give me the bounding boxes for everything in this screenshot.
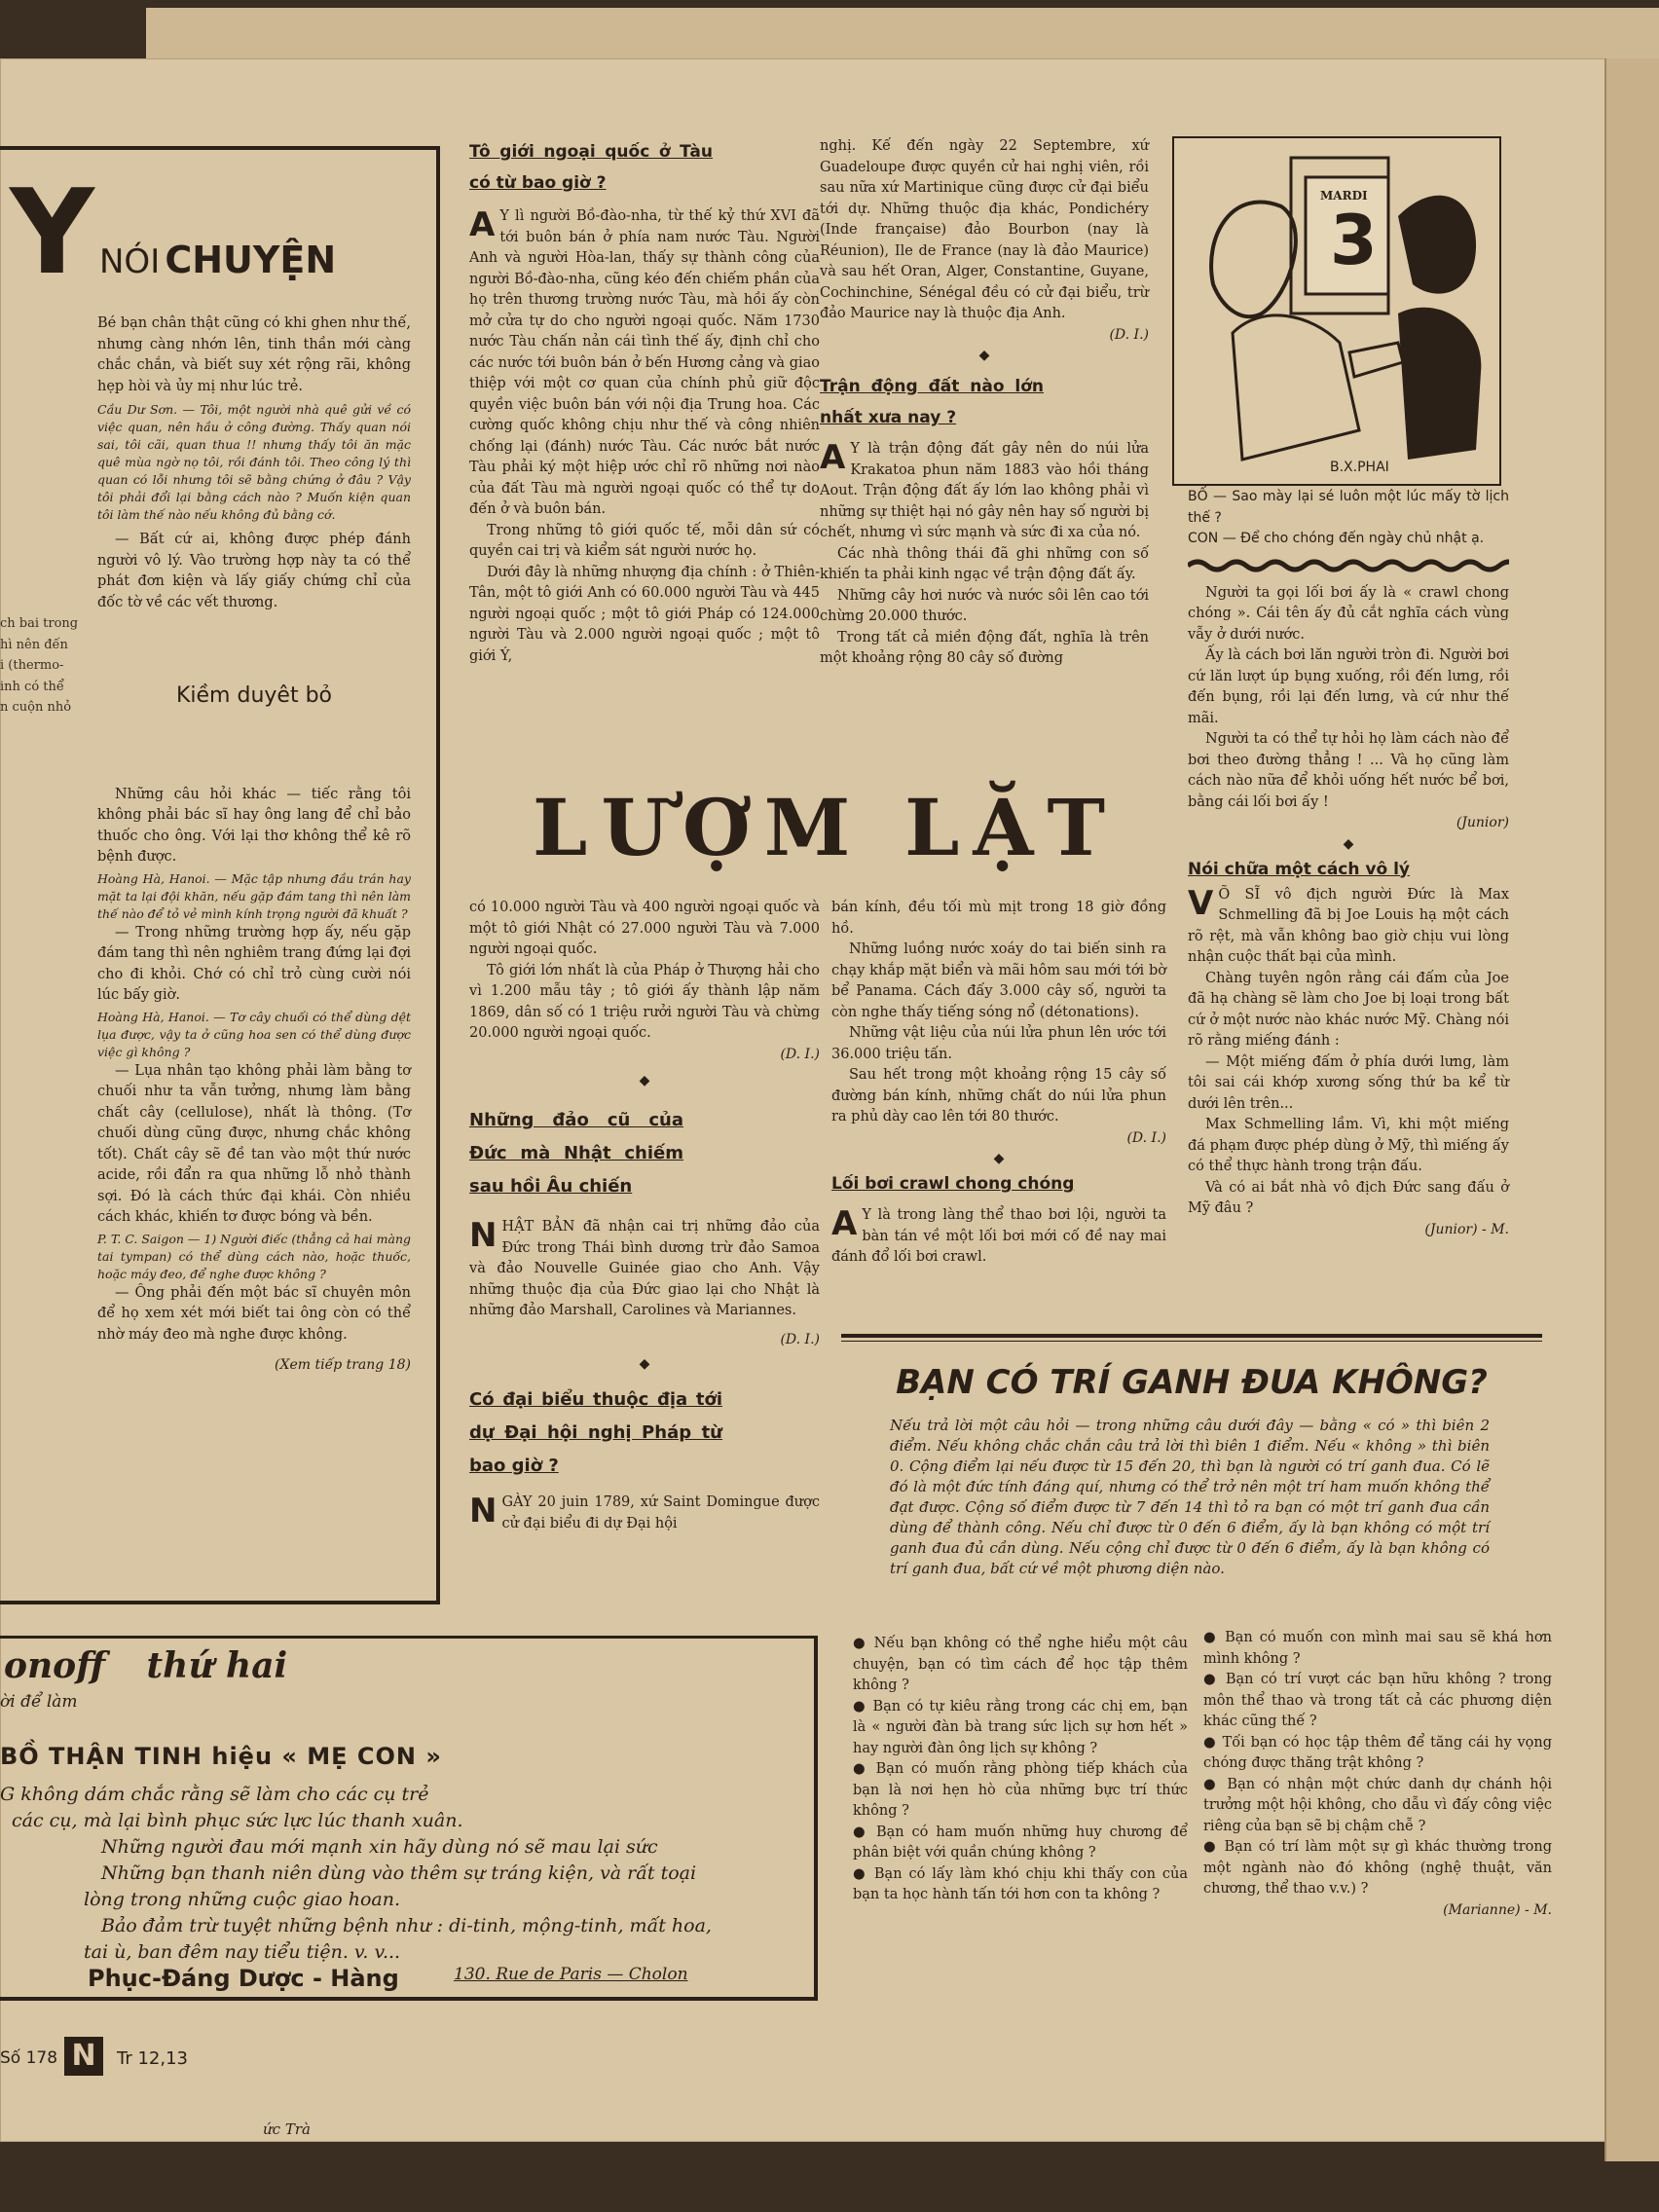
quiz-item: ● Bạn có trí vượt các bạn hữu không ? trong môn thể thao và trong tất cả các phương diện khác cũng thế ? xyxy=(1203,1670,1552,1733)
to-gioi-para-4: có 10.000 người Tàu và 400 người ngoại quốc và một tô giới Nhật có 27.000 người Tàu và 7.000 người ngoại quốc. xyxy=(469,900,820,957)
quiz-item: ● Nếu bạn không có thể nghe hiểu một câu chuyện, bạn có tìm cách để học tập thêm không ? xyxy=(853,1634,1188,1697)
calendar-month: MARDI xyxy=(1320,189,1368,203)
crawl-para-2: Ấy là cách bơi lăn người tròn đi. Người bơi cứ lăn lượt úp bụng xuống, rồi đến lưng, rồi đến bụng, rồi lại đến lưng, và cứ như thế mãi. xyxy=(1188,647,1509,726)
column-2-bottom xyxy=(469,898,820,1534)
left-column-text xyxy=(97,313,411,1377)
wavy-divider xyxy=(1188,558,1509,573)
quiz-item: ● Bạn có muốn con mình mai sau sẽ khá hơn mình không ? xyxy=(1203,1628,1552,1670)
heading-crawl: Lối bơi crawl chong chóng xyxy=(831,1174,1075,1194)
censored-label: Kiềm duyêt bỏ xyxy=(175,683,332,708)
ad-title-a: onoff xyxy=(4,1645,105,1686)
dong-dat-text-1: Y là trận động đất gây nên do núi lửa Krakatoa phun năm 1883 vào hồi tháng Aout. Trận động đất ấy lớn lao không phải vì những sự thiệt hại nó gây nên hay số người bị chết, nhưng vì sức mạnh và sức đi xa của nó. xyxy=(820,441,1149,540)
dong-dat-para-8: Sau hết trong một khoảng rộng 15 cây số đường bán kính, những chất do núi lửa phun ra phủ dày cao lên tới 80 thước. xyxy=(831,1067,1166,1124)
crawl-intro-para: A Y là trong làng thể thao bơi lội, người ta bàn tán về một lối bơi mới cố đề nay mai đánh đổ lối bơi crawl. xyxy=(831,1204,1166,1265)
dong-dat-para-7: Những vật liệu của núi lửa phun lên ước tới 36.000 triệu tấn. xyxy=(831,1025,1166,1062)
left-title: Y NÓI CHUYỆN xyxy=(10,166,337,301)
quiz-item: ● Bạn có nhận một chức danh dự chánh hội trưởng một hội không, cho dẫu vì đấy công việc riêng của bạn sẽ bị chậm chễ ? xyxy=(1203,1775,1552,1838)
column-3-bottom xyxy=(831,898,1166,1269)
to-gioi-para-5: Tô giới lớn nhất là của Pháp ở Thượng hải cho vì 1.200 mẫu tây ; tô giới ấy thành lập năm 1869, dân số có 1 triệu rưởi người Tàu và chừng 20.000 người ngoại quốc. xyxy=(469,962,820,1041)
left-question-5: P. T. C. Saigon — 1) Người điếc (thẳng cả hai màng tai tympan) có thể dùng cách nào, hoặc thuốc, hoặc máy đeo, để nghe được không ? xyxy=(97,1231,412,1281)
column-4 xyxy=(1188,487,1509,1240)
dong-dat-para-4: Trong tất cả miền động đất, nghĩa là trên một khoảng rộng 80 cây số đường xyxy=(820,629,1149,666)
left-question-3: Hoàng Hà, Hanoi. — Mặc tập nhưng đầu trán hay mặt ta lại đội khăn, nếu gặp đám tang thì nên làm thế nào để tỏ vẻ mình kính trọng người đã khuất ? xyxy=(97,870,411,921)
noi-chua-para-3: — Một miếng đấm ở phía dưới lưng, làm tôi sai cái khớp xương sống thứ ba kể từ dưới lên trên... xyxy=(1188,1053,1509,1112)
diamond-sep-2: ◆ xyxy=(639,1073,650,1088)
left-intro: Bé bạn chân thật cũng có khi ghen như thế, nhưng càng nhớn lên, tinh thần mới càng chắc chắn, và biết suy xét rộng rãi, không hẹp hòi và ủy mị như lúc trẻ. xyxy=(97,315,412,394)
heading-to-gioi: Tô giới ngoại quốc ở Tàu có từ bao giờ ? xyxy=(469,142,713,193)
ad-title-b: thứ hai xyxy=(146,1645,288,1686)
col2-sig-2: (D. I.) xyxy=(780,1331,820,1347)
col4-sig-1: (Junior) xyxy=(1456,815,1509,830)
quiz-left-column xyxy=(853,1634,1188,1906)
quiz-top-rule-thin xyxy=(841,1341,1542,1342)
quiz-right-column xyxy=(1203,1628,1552,1921)
left-answer-5: — Ông phải đến một bác sĩ chuyên môn để họ xem xét mới biết tai ông còn có thể nhờ máy đeo mà nghe được không. xyxy=(97,1284,411,1343)
col3-sig-1: (D. I.) xyxy=(1109,326,1149,343)
cartoon-caption-1: BỐ — Sao mày lại sé luôn một lúc mấy tờ lịch thế ? xyxy=(1188,489,1509,526)
page-number: Số 178 xyxy=(0,2048,58,2068)
ad-header xyxy=(4,1645,287,1686)
quiz-top-rule xyxy=(841,1334,1542,1338)
crawl-intro-text: Y là trong làng thể thao bơi lội, người ta bàn tán về một lối bơi mới cố đề nay mai đánh đổ lối bơi crawl. xyxy=(831,1207,1166,1265)
ad-line-4: Những bạn thanh niên dùng vào thêm sự tráng kiện, và rất toại xyxy=(101,1862,697,1884)
heading-noi-chua: Nói chữa một cách vô lý xyxy=(1188,859,1410,879)
left-answer-3: — Trong những trường hợp ấy, nếu gặp đám tang thì nên nghiêm trang đứng lại đợi cho đi khỏi. Chớ có chỉ trỏ cùng cười nói lúc bấy giờ. xyxy=(97,924,411,1003)
cartoon-signature: B.X.PHAI xyxy=(1330,460,1389,475)
quiz-item: ● Bạn có tự kiêu rằng trong các chị em, bạn là « người đàn bà trang sức lịch sự hơn hết » hay người đàn ông lịch sự không ? xyxy=(853,1697,1188,1760)
noi-chua-text-1: Õ SĨ vô địch người Đức là Max Schmelling đã bị Joe Louis hạ một cách rõ rệt, mà vẫn không bao giờ chịu vui lòng nhận cuộc thất bại của mình. xyxy=(1188,886,1509,965)
ad-line-3: Những người đau mới mạnh xin hãy dùng nó sẽ mau lại sức xyxy=(101,1836,658,1858)
ad-product: BỒ THẬN TINH hiệu « MẸ CON » xyxy=(0,1743,442,1770)
ad-line-2: các cụ, mà lại bình phục sức lực lúc thanh xuân. xyxy=(12,1810,463,1831)
column-2-top xyxy=(469,136,820,667)
cartoon-caption-2: CON — Để cho chóng đến ngày chủ nhật ạ. xyxy=(1188,531,1485,546)
left-cut-off-text: ch bai trong hì nên đến i (thermo- inh có thể n cuộn nhỏ xyxy=(0,616,79,715)
heading-dong-dat: Trận động đất nào lớn nhất xưa nay ? xyxy=(820,377,1044,427)
ad-sub: ời để làm xyxy=(0,1692,78,1712)
quiz-item: ● Tối bạn có học tập thêm để tăng cái hy vọng chóng được thăng trật không ? xyxy=(1203,1733,1552,1775)
to-gioi-para-1: A Y lì người Bồ-đào-nha, từ thế kỷ thứ XVI đã tới buôn bán ở phía nam nước Tàu. Người Anh và người Hòa-lan, thấy sự thành công của người Bồ-đào-nha, cũng kéo đến chiếm phần của họ trên thương trường nước Tàu, mà hồi ấy còn mở cửa tự do cho người ngoại quốc. Năm 1730 nước Tàu chấn nản cái tình thế ấy, định chỉ cho các nước tới buôn bán ở bến Hương cảng và giao thiệp với một cơ quan của chính phủ giữ độc quyền việc buôn bán với nội địa Trung hoa. Các cường quốc không chịu như thế và công nhiên chống lại (đánh) nước Tàu. Các nước bắt nước Tàu phải ký một hiệp ước chỉ rõ những nơi nào của đất Tàu mà người ngoại quốc có thể tự do đến ở và buôn bán. xyxy=(469,205,820,517)
to-gioi-para-3: Dưới đây là những nhượng địa chính : ở Thiên-Tân, một tô giới Anh có 60.000 người Tàu và 445 người ngoại quốc ; một tô giới Pháp có 124.000 người Tàu và 2.000 người ngoại quốc ; một tô giới Ý, xyxy=(469,564,820,664)
dong-dat-para-6: Những luồng nước xoáy do tai biến sinh ra chạy khắp mặt biển và mãi hôm sau mới tới bờ bể Panama. Cách đấy 3.000 cây số, người ta còn nghe thấy tiếng sóng nổ (détonations). xyxy=(831,941,1166,1020)
dai-bieu-continued: nghị. Kế đến ngày 22 Septembre, xứ Guadeloupe được quyền cử hai nghị viên, rồi sau nữa xứ Martinique cũng được cử đại biểu tới dự. Những thuộc địa khác, Pondichéry (Inde française) đảo Bourbon (nay là Réunion), Ile de France (nay là đảo Maurice) và sau hết Oran, Alger, Constantine, Guyane, Cochinchine, Sénégal đều có cử đại biểu, trừ đảo Maurice nay là thuộc địa Anh. xyxy=(820,138,1149,321)
diamond-sep-3: ◆ xyxy=(639,1356,650,1372)
noi-chua-para-5: Và có ai bắt nhà vô địch Đức sang đấu ở Mỹ đâu ? xyxy=(1188,1179,1509,1216)
quiz-sig: (Marianne) - M. xyxy=(1443,1901,1552,1918)
heading-dao-duc: Những đảo cũ của Đức mà Nhật chiếm sau hồi Âu chiến xyxy=(469,1110,683,1197)
page-right-edge xyxy=(1604,58,1659,2161)
masthead-logo: N xyxy=(64,2037,103,2076)
quiz-title: BẠN CÓ TRÍ GANH ĐUA KHÔNG? xyxy=(896,1363,1488,1402)
noi-chua-para-4: Max Schmelling lầm. Vì, khi một miếng đá phạm được phép dùng ở Mỹ, thì miếng ấy có thể thực hành trong trận đấu. xyxy=(1188,1117,1509,1174)
dong-dat-para-1: A Y là trận động đất gây nên do núi lửa Krakatoa phun năm 1883 vào hồi tháng Aout. Trận động đất ấy lớn lao không phải vì những sự thiệt hại nó gây nên hay số người bị chết, nhưng vì sức mạnh và sức đi xa của nó. xyxy=(820,438,1149,540)
quiz-intro: Nếu trả lời một câu hỏi — trong những câu dưới đây — bằng « có » thì biên 2 điểm. Nếu không chắc chắn câu trả lời thì biên 1 điểm. Nếu « không » thì biên 0. Cộng điểm lại nếu được từ 15 đến 20, thì bạn là người có trí ganh đua. Có lẽ đó là một đức tính đáng quí, nhưng có thể trở nên một trí ham muốn không thể đạt được. Cộng số điểm được từ 7 đến 14 thì tỏ ra bạn có một trí ganh đua cần dùng để thành công. Nếu chỉ được từ 0 đến 6 điểm, ấy là bạn không có một trí ganh đua đủ cần dùng. Nếu cộng chỉ được từ 0 đến 6 điểm, ấy là bạn không có trí ganh đua, bất cứ về một phương diện nào. xyxy=(890,1417,1490,1577)
col3-sig-2: (D. I.) xyxy=(1126,1129,1166,1146)
quiz-item: ● Bạn có trí làm một sự gì khác thường trong một ngành nào đó không (nghệ thuật, văn chương, thể thao v.v.) ? xyxy=(1203,1837,1552,1900)
footer-bar xyxy=(0,2035,292,2078)
footer-fragment: ức Trà xyxy=(263,2120,311,2138)
quiz-item: ● Bạn có ham muốn những huy chương để phân biệt với quần chúng không ? xyxy=(853,1823,1188,1864)
heading-dai-bieu: Có đại biểu thuộc địa tới dự Đại hội nghị Pháp từ bao giờ ? xyxy=(469,1389,722,1476)
to-gioi-para-2: Trong những tô giới quốc tế, mỗi dân sứ có quyền cai trị và kiểm sát người nước họ. xyxy=(469,522,820,559)
noi-chua-para-1: V Õ SĨ vô địch người Đức là Max Schmelling đã bị Joe Louis hạ một cách rõ rệt, mà vẫn không bao giờ chịu vui lòng nhận cuộc thất bại của mình. xyxy=(1188,883,1509,965)
column-3-top xyxy=(820,136,1149,670)
quiz-item: ● Bạn có lấy làm khó chịu khi thấy con của bạn ta học hành tấn tới hơn con ta không ? xyxy=(853,1864,1188,1906)
to-gioi-text-1: Y lì người Bồ-đào-nha, từ thế kỷ thứ XVI đã tới buôn bán ở phía nam nước Tàu. Người Anh và người Hòa-lan, thấy sự thành công của người Bồ-đào-nha, cũng kéo đến chiếm phần của họ trên thương trường nước Tàu, mà hồi ấy còn mở cửa tự do cho người ngoại quốc. Năm 1730 nước Tàu chấn nản cái tình thế ấy, định chỉ cho các nước tới buôn bán ở bến Hương cảng và giao thiệp với một cơ quan của chính phủ giữ độc quyền việc buôn bán với nội địa Trung hoa. Các cường quốc không chịu như thế và công nhiên chống lại (đánh) nước Tàu. Các nước bắt nước Tàu phải ký một hiệp ước chỉ rõ những nơi nào của đất Tàu mà người ngoại quốc có thể tự do đến ở và buôn bán. xyxy=(469,208,820,517)
col2-sig-1: (D. I.) xyxy=(780,1046,820,1062)
diamond-sep-5: ◆ xyxy=(993,1151,1005,1166)
title-chuyen: CHUYỆN xyxy=(165,239,337,281)
dao-duc-text: HẬT BẢN đã nhận cai trị những đảo của Đức trong Thái bình dương trừ đảo Samoa và đảo Nouvelle Guinée giao cho Anh. Vậy những thuộc địa của Đức giao lại cho Nhật là những đảo Marshall, Carolines và Mariannes. xyxy=(469,1219,820,1318)
quiz-item: ● Bạn có muốn rằng phòng tiếp khách của bạn là nơi hẹn hò của những bực trí thức không ? xyxy=(853,1759,1188,1823)
diamond-sep-4: ◆ xyxy=(1343,835,1354,852)
calendar-day: 3 xyxy=(1330,201,1378,280)
left-answer-1: — Bất cứ ai, không được phép đánh người vô lý. Vào trường hợp này ta có thể phát đơn kiện và lấy giấy chứng chỉ của đốc tờ về các vết thương. xyxy=(97,532,411,610)
title-noi: NÓI xyxy=(99,242,161,281)
left-question-4: Hoàng Hà, Hanoi. — Tơ cây chuối có thể dùng dệt lụa được, vậy ta ở cũng hoa sen có thể dùng được việc gì không ? xyxy=(97,1009,411,1059)
ad-line-7: tai ù, ban đêm nay tiểu tiện. v. v... xyxy=(84,1941,401,1963)
left-answer-4: — Lụa nhân tạo không phải làm bằng tơ chuối như ta vẫn tưởng, nhưng làm bằng chất cây (cellulose), nhất là thông. (Tơ chuối dùng cũng được, nhưng chắc không tốt). Chất cây sẽ đề tan vào một thứ nước acide, rồi đẩn ra qua những lỗ nhỏ thành sợi. Đó là cách thức đại khái. Còn nhiều cách khác, khiến tơ được bóng và bền. xyxy=(97,1062,411,1225)
dao-duc-para: NHẬT BẢN đã nhận cai trị những đảo của Đức trong Thái bình dương trừ đảo Samoa và đảo Nouvelle Guinée giao cho Anh. Vậy những thuộc địa của Đức giao lại cho Nhật là những đảo Marshall, Carolines và Mariannes. xyxy=(469,1216,820,1318)
ad-line-1: G không dám chắc rằng sẽ làm cho các cụ trẻ xyxy=(0,1784,429,1805)
crawl-para-3: Người ta có thể tự hỏi họ làm cách nào để bơi theo đường thẳng ! ... Và họ cũng làm cách nào nữa để khỏi uống hết nước bể bơi, bằng cái lối bơi ấy ! xyxy=(1188,731,1509,810)
page-range: Tr 12,13 xyxy=(117,2048,189,2069)
col4-sig-2: (Junior) - M. xyxy=(1424,1221,1509,1237)
crawl-para-1: Người ta gọi lối bơi ấy là « crawl chong chóng ». Cái tên ấy đủ cắt nghĩa cách vùng vẫy ở dưới nước. xyxy=(1188,584,1509,643)
left-continued: (Xem tiếp trang 18) xyxy=(275,1357,411,1373)
banner-luom-lat: LƯỢM LẶT xyxy=(533,782,1119,873)
noi-chua-para-2: Chàng tuyên ngôn rằng cái đấm của Joe đã hạ chàng sẽ làm cho Joe bị loại trong bất cứ ở một nước nào khác nước Mỹ. Chàng nói rõ rằng miếng đánh : xyxy=(1188,970,1509,1049)
dong-dat-para-5: bán kính, đều tối mù mịt trong 18 giờ đồng hồ. xyxy=(831,900,1166,937)
dong-dat-para-3: Những cây hơi nước và nước sôi lên cao tới chừng 20.000 thước. xyxy=(820,587,1149,624)
ad-body xyxy=(0,1782,769,1966)
left-question-1: Cầu Dư Sơn. — Tôi, một người nhà quê gửi về có việc quan, nên hầu ở công đường. Thấy quan nói sai, tôi cãi, quan thua !! nhưng thấy tôi ăn mặc quê mùa ngờ nọ tôi, rồi đánh tôi. Theo công lý thì quan có lỗi nhưng tôi sẽ bằng chứng ở đâu ? Vậy tôi phải đổi lại bằng cách nào ? Muốn kiện quan tôi làm thế nào nếu không đủ bằng cớ. xyxy=(97,402,411,522)
dong-dat-para-2: Các nhà thông thái đã ghi những con số khiến ta phải kinh ngạc về trận động đất ấy. xyxy=(820,545,1149,582)
ad-address: 130. Rue de Paris — Cholon xyxy=(454,1965,688,1984)
dai-bieu-text: GÀY 20 juin 1789, xứ Saint Domingue được cử đại biểu đi dự Đại hội xyxy=(501,1494,820,1531)
ad-line-6: Bảo đảm trừ tuyệt những bệnh như : di-tinh, mộng-tinh, mất hoa, xyxy=(101,1915,712,1936)
diamond-sep-1: ◆ xyxy=(978,348,990,363)
cartoon-frame xyxy=(1172,136,1501,486)
ad-maker: Phục-Đáng Dược - Hàng xyxy=(88,1965,399,1992)
ad-line-5: lòng trong những cuộc giao hoan. xyxy=(84,1889,401,1910)
dai-bieu-para: NGÀY 20 juin 1789, xứ Saint Domingue được cử đại biểu đi dự Đại hội xyxy=(469,1492,820,1531)
left-question-2: Những câu hỏi khác — tiếc rằng tôi không phải bác sĩ hay ông lang để chỉ bảo thuốc cho ông. Với lại thơ không thể kê rõ bệnh được. xyxy=(97,786,411,865)
